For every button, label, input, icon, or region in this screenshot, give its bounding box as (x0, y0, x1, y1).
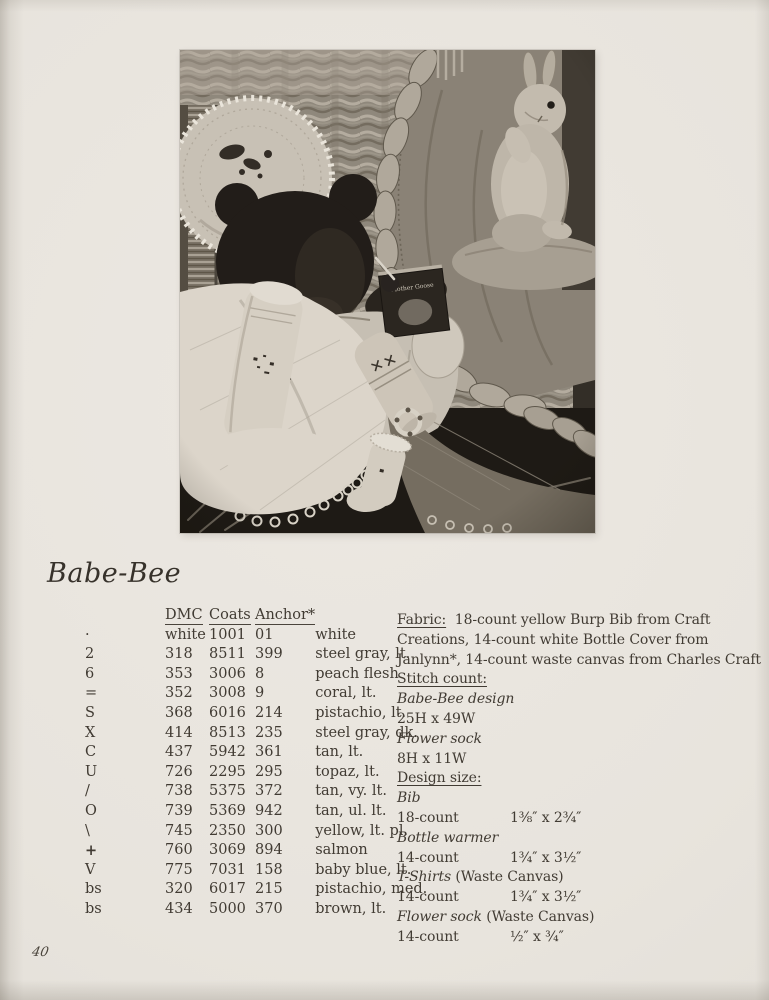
detail-line (397, 730, 742, 750)
floss-cell-coats: 2295 (209, 763, 246, 780)
floss-cell-dmc: 368 (165, 704, 193, 721)
floss-cell-dmc: 434 (165, 900, 193, 917)
floss-row (60, 763, 427, 783)
floss-row (60, 665, 427, 685)
floss-row (60, 900, 427, 920)
floss-row (60, 704, 427, 724)
detail-line (397, 750, 742, 770)
floss-cell-name: brown, lt. (315, 900, 387, 917)
details-panel (397, 611, 761, 948)
detail-t: 14-count (397, 889, 459, 906)
floss-header-row (60, 606, 427, 626)
floss-cell-symbol: = (85, 685, 98, 702)
floss-cell-name: coral, lt. (315, 685, 377, 702)
floss-cell-symbol: C (85, 744, 97, 761)
floss-cell-symbol: 6 (85, 665, 95, 682)
floss-cell-anchor: 158 (255, 861, 283, 878)
detail-line (397, 690, 742, 710)
floss-cell-anchor: 01 (255, 626, 274, 643)
floss-row (60, 743, 427, 763)
floss-row (60, 626, 427, 646)
detail-line (397, 769, 742, 789)
floss-cell-name: steel gray, dk. (315, 724, 418, 741)
floss-cell-anchor: 300 (255, 822, 283, 839)
floss-cell-name: peach flesh (315, 665, 399, 682)
floss-cell-symbol: + (85, 842, 98, 860)
floss-cell-coats: 8513 (209, 724, 246, 741)
detail-m: 1¾″ x 3½″ (510, 889, 582, 906)
floss-cell-symbol: bs (85, 881, 102, 898)
floss-cell-dmc: 320 (165, 881, 193, 898)
floss-cell-coats: 3006 (209, 665, 246, 682)
floss-cell-dmc: 437 (165, 744, 193, 761)
detail-line (397, 651, 761, 671)
floss-cell-coats: 3069 (209, 842, 246, 859)
column-header-anchor: Anchor* (255, 607, 316, 623)
floss-cell-coats: 8511 (209, 646, 246, 663)
floss-cell-symbol: · (85, 626, 90, 643)
floss-cell-dmc: 353 (165, 665, 193, 682)
detail-t: 18-count (397, 809, 459, 826)
floss-cell-dmc: 775 (165, 861, 193, 878)
detail-u: Stitch count: (397, 671, 487, 688)
detail-m: ½″ x ¾″ (510, 928, 564, 945)
column-header-dmc: DMC (165, 607, 203, 623)
floss-cell-anchor: 399 (255, 646, 283, 663)
detail-line (397, 809, 742, 829)
floss-cell-symbol: V (85, 861, 96, 878)
floss-cell-symbol: X (85, 724, 96, 741)
detail-line (397, 928, 742, 948)
detail-line (397, 611, 742, 631)
floss-cell-name: baby blue, lt. (315, 861, 412, 878)
floss-cell-anchor: 894 (255, 842, 283, 859)
detail-t: Creations, 14-count white Bottle Cover from (397, 631, 709, 648)
detail-i: Babe-Bee design (397, 691, 515, 708)
floss-cell-coats: 5369 (209, 802, 246, 819)
floss-cell-dmc: 414 (165, 724, 193, 741)
detail-i: Bib (397, 790, 421, 807)
floss-cell-symbol: S (85, 704, 95, 721)
detail-line (397, 868, 742, 888)
floss-cell-anchor: 370 (255, 900, 283, 917)
floss-cell-coats: 6017 (209, 881, 246, 898)
floss-cell-anchor: 372 (255, 783, 283, 800)
floss-cell-name: steel gray, lt. (315, 646, 411, 663)
detail-t: Janlynn*, 14-count waste canvas from Charles Craft (397, 651, 761, 668)
floss-cell-symbol: / (85, 783, 90, 800)
floss-cell-coats: 6016 (209, 704, 246, 721)
floss-table (60, 606, 427, 920)
floss-cell-name: yellow, lt. pl. (315, 822, 409, 839)
detail-i: T-Shirts (397, 869, 452, 886)
floss-cell-dmc: 738 (165, 783, 193, 800)
floss-row (60, 802, 427, 822)
detail-i: Bottle warmer (397, 829, 499, 846)
floss-cell-dmc: 760 (165, 842, 193, 859)
floss-cell-coats: 5000 (209, 900, 246, 917)
detail-line (397, 849, 742, 869)
detail-line (397, 670, 742, 690)
detail-u: Design size: (397, 770, 482, 787)
floss-cell-coats: 3008 (209, 685, 246, 702)
floss-cell-coats: 2350 (209, 822, 246, 839)
column-header-symbol (60, 606, 165, 626)
floss-cell-symbol: 2 (85, 646, 95, 663)
detail-line (397, 888, 742, 908)
floss-row (60, 841, 427, 861)
detail-i: Flower sock (397, 908, 482, 925)
floss-row (60, 645, 427, 665)
floss-cell-dmc: 726 (165, 763, 193, 780)
detail-t: 25H x 49W (397, 710, 476, 727)
detail-i: Flower sock (397, 730, 482, 747)
detail-t2: (Waste Canvas) (481, 908, 595, 925)
floss-cell-coats: 1001 (209, 626, 246, 643)
detail-t: 14-count (397, 928, 459, 945)
floss-cell-coats: 5942 (209, 744, 246, 761)
detail-t: 8H x 11W (397, 750, 467, 767)
floss-cell-name: pistachio, lt. (315, 704, 407, 721)
floss-cell-anchor: 8 (255, 665, 265, 682)
floss-row (60, 782, 427, 802)
floss-cell-anchor: 235 (255, 724, 283, 741)
detail-m: 1⅜″ x 2¾″ (510, 809, 582, 826)
floss-cell-name: white (315, 626, 356, 643)
floss-cell-coats: 5375 (209, 783, 246, 800)
floss-row (60, 861, 427, 881)
floss-cell-dmc: 318 (165, 646, 193, 663)
detail-line (397, 908, 742, 928)
floss-row (60, 684, 427, 704)
floss-cell-dmc: white (165, 626, 206, 643)
floss-cell-anchor: 214 (255, 704, 283, 721)
floss-cell-dmc: 352 (165, 685, 193, 702)
detail-line (397, 789, 742, 809)
detail-t: 14-count (397, 849, 459, 866)
floss-color-key (60, 606, 427, 920)
floss-cell-symbol: \ (85, 822, 90, 839)
detail-line (397, 710, 742, 730)
floss-cell-dmc: 745 (165, 822, 193, 839)
floss-cell-symbol: O (85, 802, 97, 819)
floss-cell-name: topaz, lt. (315, 763, 380, 780)
floss-cell-coats: 7031 (209, 861, 246, 878)
floss-row (60, 822, 427, 842)
page-number: 40 (30, 945, 50, 960)
floss-cell-name: tan, lt. (315, 744, 364, 761)
photo-illustration (180, 50, 595, 533)
floss-cell-symbol: bs (85, 900, 102, 917)
detail-t: 18-count yellow Burp Bib from Craft (446, 612, 711, 628)
floss-row (60, 724, 427, 744)
detail-t2: (Waste Canvas) (451, 869, 564, 886)
pattern-photo (180, 50, 595, 533)
pattern-title: Babe-Bee (47, 558, 182, 589)
detail-line (397, 631, 742, 651)
column-header-coats: Coats (209, 607, 251, 623)
detail-m: 1¾″ x 3½″ (510, 849, 582, 866)
detail-line (397, 829, 742, 849)
floss-cell-name: tan, vy. lt. (315, 783, 387, 800)
floss-cell-anchor: 295 (255, 763, 283, 780)
floss-cell-anchor: 361 (255, 744, 283, 761)
floss-cell-name: tan, ul. lt. (315, 802, 387, 819)
floss-cell-dmc: 739 (165, 802, 193, 819)
floss-cell-name: salmon (315, 842, 368, 859)
floss-cell-symbol: U (85, 763, 98, 780)
floss-row (60, 880, 427, 900)
floss-cell-anchor: 942 (255, 802, 283, 819)
detail-u: Fabric: (397, 612, 447, 628)
floss-cell-anchor: 9 (255, 685, 265, 702)
floss-cell-name: pistachio, med. (315, 881, 428, 898)
floss-cell-anchor: 215 (255, 881, 283, 898)
